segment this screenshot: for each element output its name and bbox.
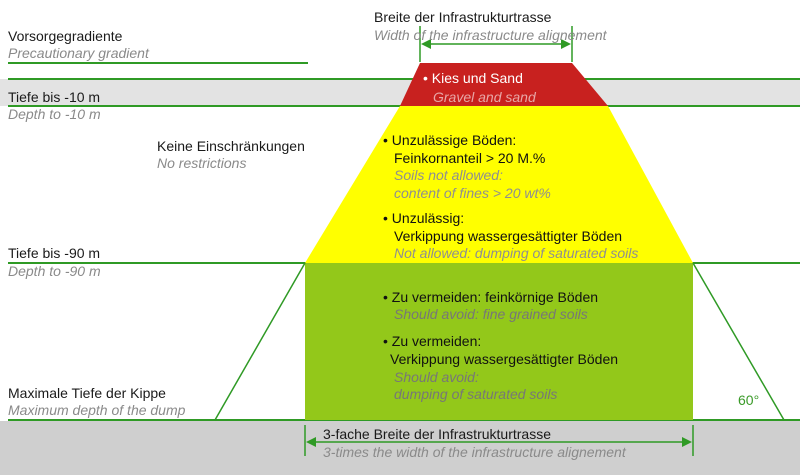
green-item2-de-1: • Zu vermeiden:	[383, 333, 482, 349]
yellow-item1-en-1: Soils not allowed:	[394, 167, 503, 183]
yellow-item1-de-2: Feinkornanteil > 20 M.%	[394, 150, 546, 166]
yellow-item2-de-2: Verkippung wassergesättigter Böden	[394, 228, 623, 244]
upper-gray-band	[0, 79, 800, 106]
no-restrictions-label-de: Keine Einschränkungen	[157, 138, 305, 154]
yellow-item2-en: Not allowed: dumping of saturated soils	[394, 245, 639, 261]
yellow-item1-de-1: • Unzulässige Böden:	[383, 132, 517, 148]
green-item1-en: Should avoid: fine grained soils	[394, 306, 588, 322]
max-depth-label-de: Maximale Tiefe der Kippe	[8, 385, 166, 401]
green-item2-en-2: dumping of saturated soils	[394, 386, 558, 402]
slope-line-left	[215, 263, 305, 420]
yellow-item2-de-1: • Unzulässig:	[383, 210, 465, 226]
gravel-label-de: • Kies und Sand	[423, 70, 523, 86]
green-item2-de-2: Verkippung wassergesättigter Böden	[390, 351, 619, 367]
width-label-en: Width of the infrastructure alignement	[374, 27, 607, 43]
green-item1-de: • Zu vermeiden: feinkörnige Böden	[383, 289, 599, 305]
width-label-de: Breite der Infrastrukturtrasse	[374, 9, 552, 25]
precaution-label-de: Vorsorgegradiente	[8, 28, 123, 44]
depth90-label-en: Depth to -90 m	[8, 263, 101, 279]
no-restrictions-label-en: No restrictions	[157, 155, 247, 171]
depth10-label-en: Depth to -10 m	[8, 106, 101, 122]
width3-label-en: 3-times the width of the infrastructure alignement	[323, 444, 626, 460]
depth90-label-de: Tiefe bis -90 m	[8, 245, 101, 261]
gravel-label-en: Gravel and sand	[433, 89, 536, 105]
depth10-label-de: Tiefe bis -10 m	[8, 89, 101, 105]
yellow-item1-en-2: content of fines > 20 wt%	[394, 185, 551, 201]
slope-angle-label: 60°	[738, 392, 760, 408]
green-item2-en-1: Should avoid:	[394, 369, 479, 385]
width3-label-de: 3-fache Breite der Infrastrukturtrasse	[323, 426, 551, 442]
precaution-label-en: Precautionary gradient	[8, 45, 149, 61]
max-depth-label-en: Maximum depth of the dump	[8, 402, 186, 418]
